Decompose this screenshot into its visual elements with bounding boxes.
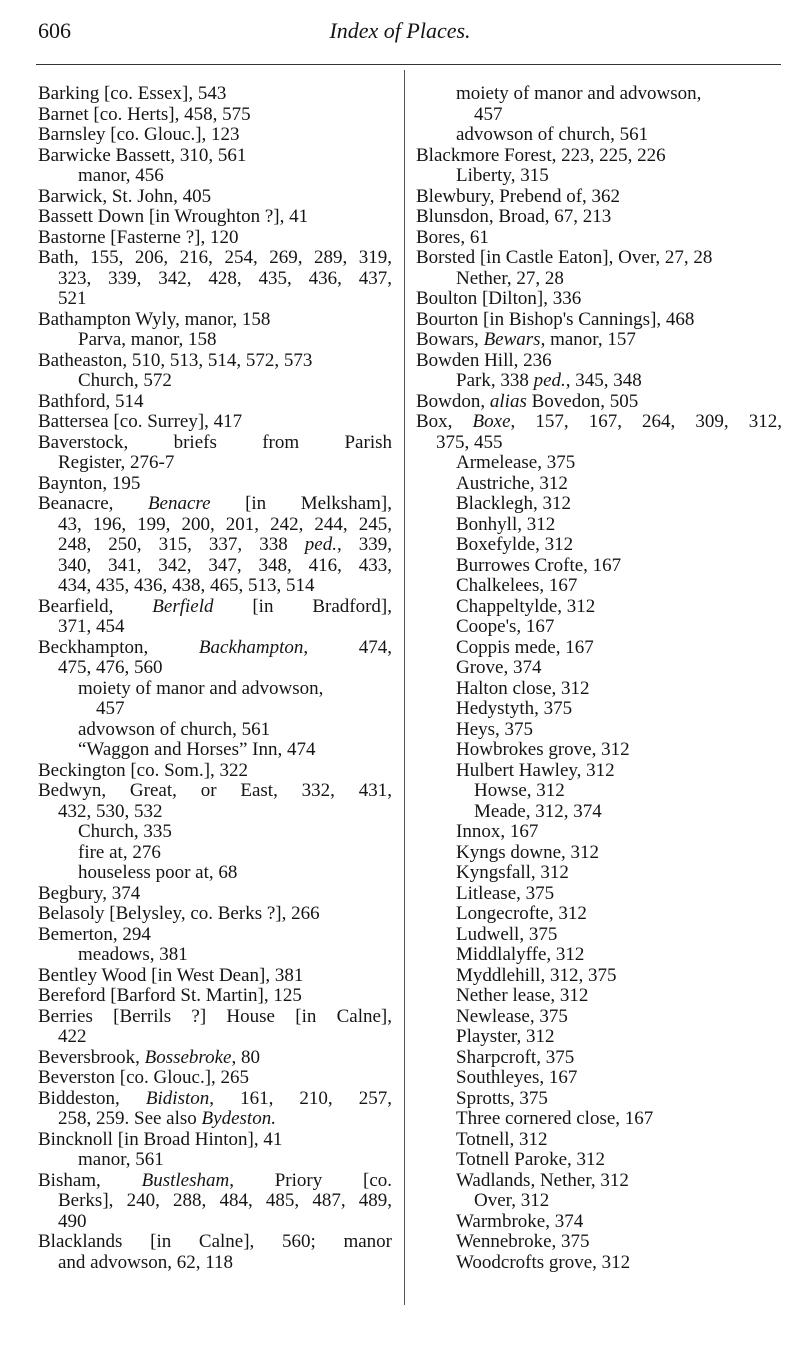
index-entry — [38, 515, 392, 536]
index-entry — [38, 1109, 392, 1130]
entry-text: Howse, 312 — [474, 780, 565, 801]
entry-text: Over, 312 — [474, 1190, 550, 1211]
entry-text: Beckington [co. Som.], 322 — [38, 759, 249, 781]
index-subentry — [38, 699, 392, 720]
entry-text: Barwicke Bassett, 310, 561 — [38, 144, 247, 166]
index-entry — [38, 474, 392, 495]
entry-text: Litlease, 375 — [456, 882, 555, 904]
index-subentry — [416, 679, 782, 700]
italic-variant-text: ped. — [304, 535, 337, 555]
italic-variant-text: Bydeston. — [201, 1108, 276, 1129]
index-entry — [38, 494, 392, 515]
index-subentry — [416, 1027, 782, 1048]
italic-variant-text: Bewars — [483, 329, 541, 350]
entry-text: Boxefylde, 312 — [456, 534, 574, 555]
entry-text: Kyngs downe, 312 — [456, 841, 600, 863]
entry-text: moiety of manor and advowson, — [456, 83, 702, 104]
index-subentry — [416, 1048, 782, 1069]
index-subentry — [416, 535, 782, 556]
entry-text: Bincknoll [in Broad Hinton], 41 — [38, 1128, 283, 1150]
entry-text: Boulton [Dilton], 336 — [416, 288, 582, 309]
index-entry — [38, 351, 392, 372]
index-subentry — [416, 863, 782, 884]
index-subentry — [416, 1191, 782, 1212]
index-subentry — [416, 1007, 782, 1028]
index-subentry — [416, 1171, 782, 1192]
index-entry — [38, 576, 392, 597]
entry-text: [in Bradford], — [213, 596, 392, 617]
index-entry — [416, 248, 782, 269]
entry-text: Batheaston, 510, 513, 514, 572, 573 — [38, 349, 313, 371]
index-subentry — [38, 822, 392, 843]
index-subentry — [416, 1150, 782, 1171]
entry-text: Woodcrofts grove, 312 — [456, 1251, 631, 1273]
index-entry — [38, 597, 392, 618]
entry-text: Park, 338 — [456, 370, 534, 391]
index-entry — [38, 289, 392, 310]
entry-text: Sharpcroft, 375 — [456, 1046, 575, 1068]
page-number: 606 — [38, 18, 71, 43]
entry-text: Bathford, 514 — [38, 390, 144, 412]
entry-text: Nether, 27, 28 — [456, 267, 564, 289]
entry-text: 457 — [96, 698, 125, 719]
index-entry — [416, 207, 782, 228]
index-subentry — [416, 740, 782, 761]
entry-text: and advowson, 62, 118 — [58, 1251, 234, 1273]
index-subentry — [416, 494, 782, 515]
entry-text: Barking [co. Essex], 543 — [38, 83, 227, 104]
entry-text: Barwick, St. John, 405 — [38, 185, 212, 207]
entry-text: Beverston [co. Glouc.], 265 — [38, 1067, 250, 1088]
entry-text: 457 — [474, 103, 503, 125]
index-subentry — [416, 617, 782, 638]
entry-text: Church, 335 — [78, 821, 172, 842]
entry-text: Longecrofte, 312 — [456, 903, 587, 924]
index-subentry — [38, 843, 392, 864]
entry-text: 375, 455 — [436, 431, 503, 453]
index-subentry — [416, 720, 782, 741]
entry-text: Hedystyth, 375 — [456, 698, 573, 719]
entry-text: Playster, 312 — [456, 1026, 555, 1047]
index-entry — [38, 412, 392, 433]
entry-text: Bentley Wood [in West Dean], 381 — [38, 964, 304, 986]
entry-text: Sprotts, 375 — [456, 1087, 548, 1109]
entry-text: advowson of church, 561 — [456, 124, 649, 145]
index-subentry — [38, 740, 392, 761]
entry-text: Bores, 61 — [416, 226, 489, 248]
index-entry — [38, 617, 392, 638]
index-entry — [38, 761, 392, 782]
index-subentry — [416, 781, 782, 802]
index-entry — [38, 781, 392, 802]
entry-text: , 80 — [231, 1046, 260, 1068]
index-subentry — [416, 658, 782, 679]
index-entry — [38, 556, 392, 577]
entry-text: Coope's, 167 — [456, 616, 555, 637]
entry-text: Blacklegh, 312 — [456, 493, 572, 514]
page-title: Index of Places. — [329, 18, 471, 43]
index-entry — [416, 228, 782, 249]
entry-text: Berks], 240, 288, 484, 485, 487, 489, — [58, 1191, 392, 1211]
italic-variant-text: Berfield — [152, 596, 214, 617]
index-subentry — [416, 1109, 782, 1130]
entry-text: , 474, — [303, 637, 392, 658]
entry-text: manor, 561 — [78, 1149, 164, 1170]
index-subentry — [38, 166, 392, 187]
entry-text: Halton close, 312 — [456, 677, 590, 699]
italic-variant-text: Boxe — [472, 412, 511, 432]
entry-text: Chalkelees, 167 — [456, 575, 578, 596]
index-subentry — [416, 966, 782, 987]
italic-variant-text: Bustlesham — [141, 1170, 230, 1191]
index-entry — [38, 1253, 392, 1274]
entry-text: Bovedon, 505 — [526, 390, 639, 412]
index-subentry — [416, 556, 782, 577]
index-subentry — [416, 884, 782, 905]
index-subentry — [416, 699, 782, 720]
entry-text: Meade, 312, 374 — [474, 800, 602, 822]
entry-text: 371, 454 — [58, 616, 125, 637]
entry-text: Battersea [co. Surrey], 417 — [38, 411, 243, 432]
entry-text: 323, 339, 342, 428, 435, 436, 437, — [58, 268, 392, 289]
index-entry — [38, 925, 392, 946]
index-entry — [416, 187, 782, 208]
entry-text: Bath, 155, 206, 216, 254, 269, 289, 319, — [38, 248, 392, 268]
entry-text: advowson of church, 561 — [78, 718, 271, 740]
index-subentry — [416, 453, 782, 474]
index-subentry — [416, 84, 782, 105]
entry-text: Bowdon, — [416, 390, 490, 412]
index-entry — [38, 146, 392, 167]
index-entry — [38, 125, 392, 146]
entry-text: Three cornered close, 167 — [456, 1108, 654, 1129]
index-entry — [416, 351, 782, 372]
index-entry — [38, 1027, 392, 1048]
index-entry — [38, 207, 392, 228]
entry-text: Burrowes Crofte, 167 — [456, 554, 622, 576]
entry-text: Baverstock, briefs from Parish — [38, 432, 392, 453]
index-subentry — [416, 843, 782, 864]
entry-text: Howbrokes grove, 312 — [456, 739, 630, 760]
italic-variant-text: Bossebroke — [144, 1046, 232, 1068]
entry-text: Bastorne [Fasterne ?], 120 — [38, 226, 239, 248]
index-subentry — [416, 515, 782, 536]
italic-variant-text: ped. — [533, 370, 566, 391]
entry-text: , Priory [co. — [229, 1170, 392, 1191]
entry-text: Bearfield, — [38, 596, 153, 617]
index-subentry — [416, 1068, 782, 1089]
index-entry — [38, 1130, 392, 1151]
index-entry — [38, 84, 392, 105]
index-subentry — [38, 720, 392, 741]
entry-text: 43, 196, 199, 200, 201, 242, 244, 245, — [58, 514, 392, 535]
index-entry — [38, 1171, 392, 1192]
italic-variant-text: Bidiston — [145, 1088, 210, 1109]
index-subentry — [416, 925, 782, 946]
index-entry — [38, 453, 392, 474]
entry-text: Biddeston, — [38, 1088, 146, 1109]
entry-text: Warmbroke, 374 — [456, 1210, 584, 1232]
entry-text: “Waggon and Horses” Inn, 474 — [78, 739, 316, 760]
index-column-left — [38, 84, 392, 1273]
index-entry — [38, 535, 392, 556]
index-subentry — [416, 166, 782, 187]
entry-text: Bedwyn, Great, or East, 332, 431, — [38, 781, 392, 801]
index-subentry — [416, 822, 782, 843]
entry-text: Beversbrook, — [38, 1046, 145, 1068]
entry-text: Blunsdon, Broad, 67, 213 — [416, 206, 612, 227]
entry-text: 258, 259. See also — [58, 1108, 202, 1129]
entry-text: 432, 530, 532 — [58, 800, 163, 822]
index-entry — [416, 146, 782, 167]
entry-text: Heys, 375 — [456, 718, 534, 740]
entry-text: Totnell Paroke, 312 — [456, 1149, 606, 1170]
entry-text: Grove, 374 — [456, 657, 542, 678]
entry-text: Church, 572 — [78, 370, 172, 391]
index-entry — [38, 658, 392, 679]
entry-text: Barnsley [co. Glouc.], 123 — [38, 124, 240, 145]
entry-text: Hulbert Hawley, 312 — [456, 759, 615, 781]
entry-text: Blacklands [in Calne], 560; manor — [38, 1232, 392, 1252]
entry-text: Beckhampton, — [38, 637, 199, 658]
entry-text: Berries [Berrils ?] House [in Calne], — [38, 1006, 392, 1027]
entry-text: Parva, manor, 158 — [78, 329, 217, 350]
index-subentry — [416, 638, 782, 659]
index-subentry — [416, 1232, 782, 1253]
entry-text: 490 — [58, 1210, 87, 1232]
entry-text: Nether lease, 312 — [456, 985, 589, 1006]
entry-text: 475, 476, 560 — [58, 657, 163, 678]
index-entry — [416, 412, 782, 433]
entry-text: Wennebroke, 375 — [456, 1231, 590, 1252]
index-entry — [38, 433, 392, 454]
index-subentry — [38, 679, 392, 700]
index-subentry — [416, 986, 782, 1007]
italic-variant-text: Benacre — [147, 494, 211, 514]
entry-text: Beanacre, — [38, 494, 148, 514]
index-entry — [38, 1089, 392, 1110]
index-entry — [38, 802, 392, 823]
entry-text: Begbury, 374 — [38, 882, 141, 904]
index-entry — [416, 289, 782, 310]
index-entry — [38, 310, 392, 331]
entry-text: Wadlands, Nether, 312 — [456, 1169, 629, 1191]
index-subentry — [416, 269, 782, 290]
entry-text: Bereford [Barford St. Martin], 125 — [38, 985, 302, 1006]
entry-text: , manor, 157 — [540, 329, 636, 350]
entry-text: Bourton [in Bishop's Cannings], 468 — [416, 308, 695, 330]
entry-text: 422 — [58, 1026, 87, 1047]
entry-text: Blewbury, Prebend of, 362 — [416, 185, 621, 207]
index-entry — [38, 638, 392, 659]
index-entry — [38, 986, 392, 1007]
entry-text: Bowars, — [416, 329, 484, 350]
entry-text: manor, 456 — [78, 165, 164, 186]
index-entry — [38, 1007, 392, 1028]
entry-text: meadows, 381 — [78, 944, 188, 965]
entry-text: 434, 435, 436, 438, 465, 513, 514 — [58, 575, 315, 596]
index-entry — [38, 392, 392, 413]
index-entry — [38, 105, 392, 126]
index-subentry — [416, 597, 782, 618]
entry-text: Chappeltylde, 312 — [456, 595, 596, 617]
entry-text: Liberty, 315 — [456, 165, 549, 186]
index-subentry — [416, 904, 782, 925]
index-subentry — [416, 1130, 782, 1151]
entry-text: Armelease, 375 — [456, 452, 576, 473]
index-entry — [38, 1048, 392, 1069]
entry-text: Register, 276-7 — [58, 452, 175, 473]
entry-text: Middlalyffe, 312 — [456, 944, 585, 965]
entry-text: Bassett Down [in Wroughton ?], 41 — [38, 206, 309, 227]
entry-text: Borsted [in Castle Eaton], Over, 27, 28 — [416, 247, 713, 268]
entry-text: 248, 250, 315, 337, 338 — [58, 535, 305, 555]
entry-text: Box, — [416, 412, 473, 432]
index-entry — [416, 310, 782, 331]
index-entry — [38, 248, 392, 269]
entry-text: Bonhyll, 312 — [456, 513, 556, 535]
italic-variant-text: alias — [489, 390, 527, 412]
entry-text: houseless poor at, 68 — [78, 862, 238, 883]
entry-text: Bemerton, 294 — [38, 923, 151, 945]
index-subentry — [416, 761, 782, 782]
index-subentry — [416, 945, 782, 966]
entry-text: , 161, 210, 257, — [209, 1088, 392, 1109]
index-entry — [38, 966, 392, 987]
index-subentry — [416, 1212, 782, 1233]
index-entry — [38, 228, 392, 249]
entry-text: Belasoly [Belysley, co. Berks ?], 266 — [38, 903, 320, 924]
index-column-right — [416, 84, 782, 1273]
index-subentry — [38, 945, 392, 966]
entry-text: Kyngsfall, 312 — [456, 862, 569, 883]
entry-text: Newlease, 375 — [456, 1005, 568, 1027]
index-entry — [416, 392, 782, 413]
entry-text: fire at, 276 — [78, 841, 161, 863]
index-subentry — [38, 863, 392, 884]
index-entry — [416, 330, 782, 351]
entry-text: Bowden Hill, 236 — [416, 349, 552, 371]
index-entry — [38, 1212, 392, 1233]
index-subentry — [38, 371, 392, 392]
header-rule — [36, 64, 781, 65]
index-subentry — [38, 330, 392, 351]
italic-variant-text: Backhampton — [198, 637, 304, 658]
index-entry — [38, 1191, 392, 1212]
entry-text: 340, 341, 342, 347, 348, 416, 433, — [58, 555, 392, 576]
entry-text: Innox, 167 — [456, 821, 539, 842]
index-entry — [38, 187, 392, 208]
entry-text: Bisham, — [38, 1170, 142, 1191]
entry-text: , 345, 348 — [565, 370, 642, 391]
index-subentry — [416, 105, 782, 126]
entry-text: Coppis mede, 167 — [456, 636, 594, 658]
entry-text: Austriche, 312 — [456, 472, 568, 494]
index-entry — [38, 1232, 392, 1253]
index-subentry — [416, 576, 782, 597]
entry-text: Bathampton Wyly, manor, 158 — [38, 308, 271, 330]
entry-text: Myddlehill, 312, 375 — [456, 964, 617, 986]
entry-text: Baynton, 195 — [38, 472, 141, 494]
entry-text: , 339, — [336, 535, 392, 555]
index-subentry — [38, 1150, 392, 1171]
entry-text: Southleyes, 167 — [456, 1067, 578, 1088]
index-subentry — [416, 371, 782, 392]
index-entry — [38, 269, 392, 290]
entry-text: moiety of manor and advowson, — [78, 677, 324, 699]
index-entry — [38, 1068, 392, 1089]
entry-text: , 157, 167, 264, 309, 312, — [510, 412, 782, 432]
index-subentry — [416, 1253, 782, 1274]
column-divider — [404, 70, 405, 1305]
index-subentry — [416, 802, 782, 823]
entry-text: Blackmore Forest, 223, 225, 226 — [416, 144, 666, 166]
index-entry — [416, 433, 782, 454]
index-subentry — [416, 1089, 782, 1110]
index-entry — [38, 904, 392, 925]
entry-text: 521 — [58, 288, 87, 309]
index-subentry — [416, 474, 782, 495]
entry-text: Totnell, 312 — [456, 1128, 548, 1150]
entry-text: [in Melksham], — [210, 494, 392, 514]
entry-text: Barnet [co. Herts], 458, 575 — [38, 103, 251, 125]
entry-text: Ludwell, 375 — [456, 923, 558, 945]
index-entry — [38, 884, 392, 905]
index-subentry — [416, 125, 782, 146]
